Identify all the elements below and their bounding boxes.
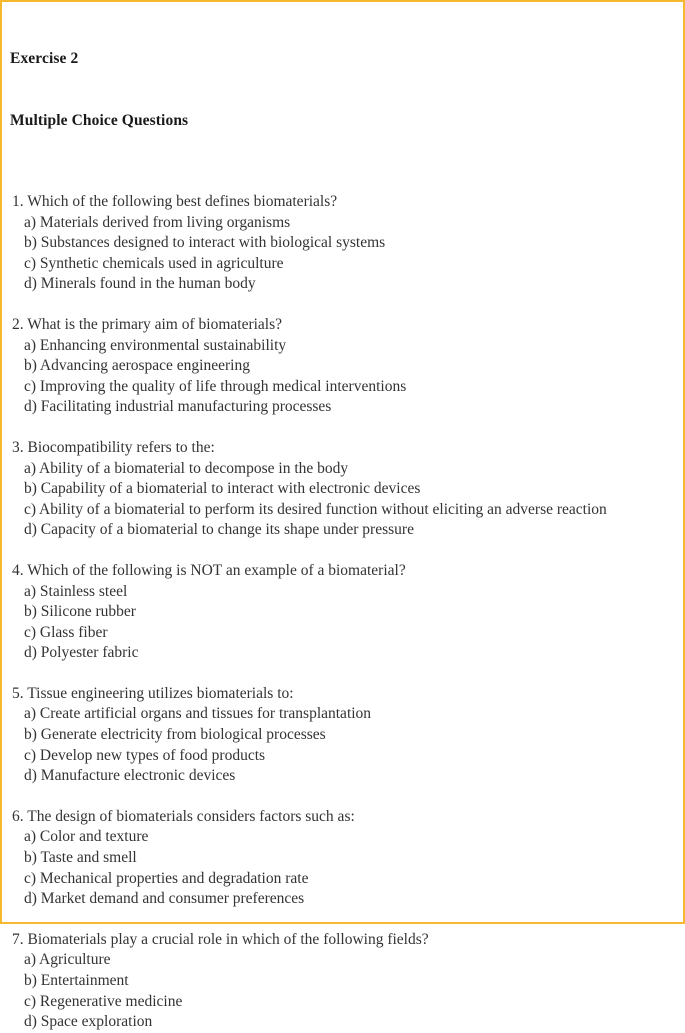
option-list [10, 213, 675, 295]
option-a[interactable]: a) Stainless steel [24, 582, 128, 600]
option-a[interactable]: a) Ability of a biomaterial to decompose in the body [24, 459, 349, 477]
option-list [10, 950, 675, 1032]
option-c[interactable]: c) Develop new types of food products [24, 746, 266, 764]
heading-spacer [10, 172, 675, 192]
question-spacer [10, 664, 675, 684]
question-stem: 6. The design of biomaterials considers factors such as: [12, 807, 355, 825]
option-d[interactable]: d) Minerals found in the human body [24, 275, 256, 293]
question-stem: 7. Biomaterials play a crucial role in which of the following fields? [12, 930, 429, 948]
option-b[interactable]: b) Substances designed to interact with biological systems [24, 234, 386, 252]
option-d[interactable]: d) Space exploration [24, 1013, 153, 1031]
option-a[interactable]: a) Materials derived from living organisms [24, 213, 291, 231]
option-b[interactable]: b) Entertainment [24, 972, 129, 989]
option-list [10, 704, 675, 786]
option-a[interactable]: a) Enhancing environmental sustainability [24, 336, 287, 354]
option-d[interactable]: d) Facilitating industrial manufacturing processes [24, 398, 332, 416]
option-list [10, 827, 675, 909]
option-b[interactable]: b) Generate electricity from biological processes [24, 726, 326, 744]
question-spacer [10, 787, 675, 807]
question-stem: 4. Which of the following is NOT an example of a biomaterial? [12, 561, 406, 579]
option-c[interactable]: c) Synthetic chemicals used in agriculture [24, 254, 284, 272]
question-block-5 [10, 684, 675, 787]
option-d[interactable]: d) Market demand and consumer preferences [24, 890, 305, 908]
question-spacer [10, 910, 675, 930]
question-spacer [10, 541, 675, 561]
option-c[interactable]: c) Mechanical properties and degradation rate [24, 869, 309, 887]
option-c[interactable]: c) Improving the quality of life through medical interventions [24, 377, 407, 395]
option-list [10, 459, 675, 541]
option-d[interactable]: d) Polyester fabric [24, 644, 139, 662]
question-spacer [10, 295, 675, 315]
option-b[interactable]: b) Advancing aerospace engineering [24, 357, 250, 375]
question-block-2 [10, 315, 675, 418]
exercise-title: Exercise 2 [10, 50, 79, 67]
option-b[interactable]: b) Capability of a biomaterial to interact with electronic devices [24, 480, 421, 498]
option-list [10, 582, 675, 664]
section-subtitle: Multiple Choice Questions [10, 111, 189, 129]
option-c[interactable]: c) Ability of a biomaterial to perform its desired function without eliciting an adverse reaction [24, 500, 607, 518]
question-stem: 1. Which of the following best defines biomaterials? [12, 193, 338, 210]
option-d[interactable]: d) Manufacture electronic devices [24, 767, 236, 785]
option-b[interactable]: b) Taste and smell [24, 849, 137, 867]
question-block-1 [10, 192, 675, 295]
question-spacer [10, 418, 675, 438]
document-heading [10, 8, 675, 172]
option-a[interactable]: a) Agriculture [24, 951, 111, 969]
question-block-4 [10, 561, 675, 664]
option-a[interactable]: a) Color and texture [24, 828, 149, 846]
document-body [2, 2, 683, 1031]
option-a[interactable]: a) Create artificial organs and tissues for transplantation [24, 705, 372, 723]
question-block-7 [10, 930, 675, 1033]
question-stem: 2. What is the primary aim of biomaterials? [12, 315, 283, 333]
option-b[interactable]: b) Silicone rubber [24, 603, 136, 621]
option-c[interactable]: c) Glass fiber [24, 623, 108, 641]
question-block-3 [10, 438, 675, 541]
question-block-6 [10, 807, 675, 910]
question-stem: 5. Tissue engineering utilizes biomaterials to: [12, 684, 294, 702]
option-list [10, 336, 675, 418]
option-c[interactable]: c) Regenerative medicine [24, 992, 183, 1010]
option-d[interactable]: d) Capacity of a biomaterial to change its shape under pressure [24, 521, 414, 539]
question-stem: 3. Biocompatibility refers to the: [12, 438, 215, 456]
